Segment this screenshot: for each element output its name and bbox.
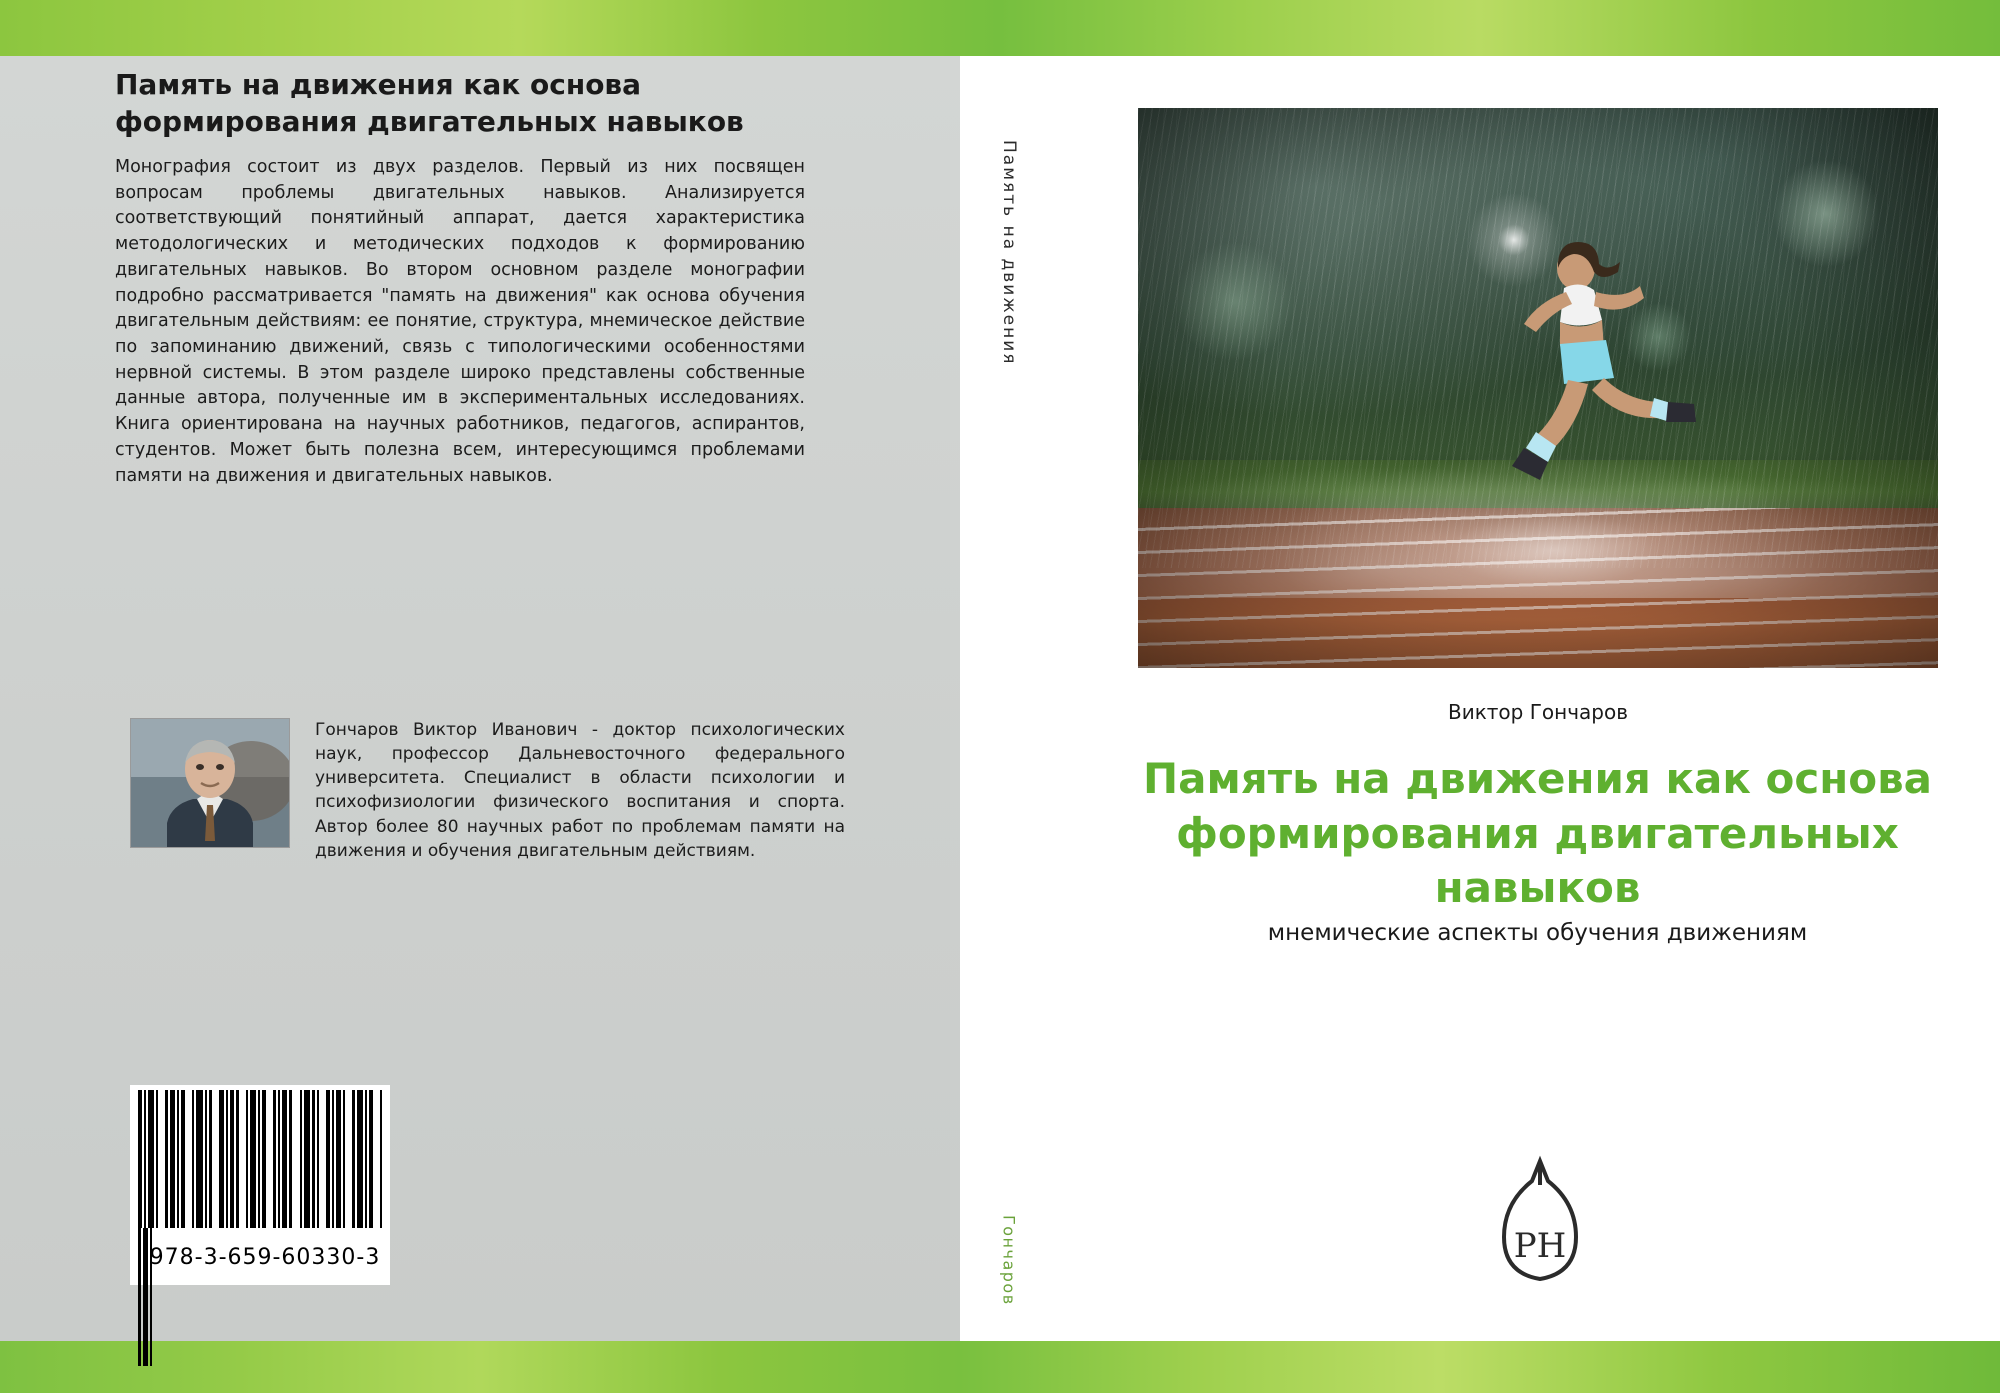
barcode-bars [138, 1090, 388, 1228]
spine-author-text: Гончаров [999, 1215, 1019, 1306]
front-cover-subtitle: мнемические аспекты обучения движениям [1267, 920, 1808, 946]
top-green-band [0, 0, 2000, 56]
back-cover-title: Память на движения как основа формирования двигательных навыков [115, 68, 744, 139]
spine-title [960, 140, 1058, 440]
photo-vignette [1138, 108, 1938, 668]
svg-text:PH: PH [1513, 1226, 1567, 1266]
author-portrait-image [131, 719, 289, 847]
front-cover-photo [1138, 108, 1938, 668]
author-biography: Гончаров Виктор Иванович - доктор психологических наук, профессор Дальневосточного федерального университета. Специалист в области психологии и психофизиологии физического воспитания и спорта. Автор более 80 научных работ по проблемам памяти на движения и обучения двигательным действиям. [315, 720, 845, 861]
isbn-number: 978-3-659-60330-3 [149, 1245, 381, 1270]
bottom-green-band [0, 1341, 2000, 1393]
front-cover-author: Виктор Гончаров [1447, 700, 1629, 724]
publisher-logo-icon [1490, 1155, 1590, 1283]
spine-title-text: Память на движения [999, 140, 1019, 366]
publisher-logo-mark [1490, 1155, 1590, 1283]
author-portrait-photo [130, 718, 290, 848]
spine-author [960, 1215, 1058, 1335]
back-cover-blurb: Монография состоит из двух разделов. Первый из них посвящен вопросам проблемы двигательных навыков. Анализируется соответствующий понятийный аппарат, дается характеристика методологических и методических подходов к формированию двигательных навыков. Во втором основном разделе монографии подробно рассматривается "память на движения" как основа обучения двигательным действиям: ее понятие, структура, мнемическое действие по запоминанию движений, связь с типологическими особенностями нервной системы. В этом разделе широко представлены собственные данные автора, полученные им в экспериментальных исследованиях. Книга ориентирована на научных работников, педагогов, аспирантов, студентов. Может быть полезна всем, интересующимся проблемами памяти на движения и двигательных навыков. [115, 157, 805, 486]
front-cover-title: Память на движения как основа формирования двигательных навыков [1142, 754, 1933, 913]
